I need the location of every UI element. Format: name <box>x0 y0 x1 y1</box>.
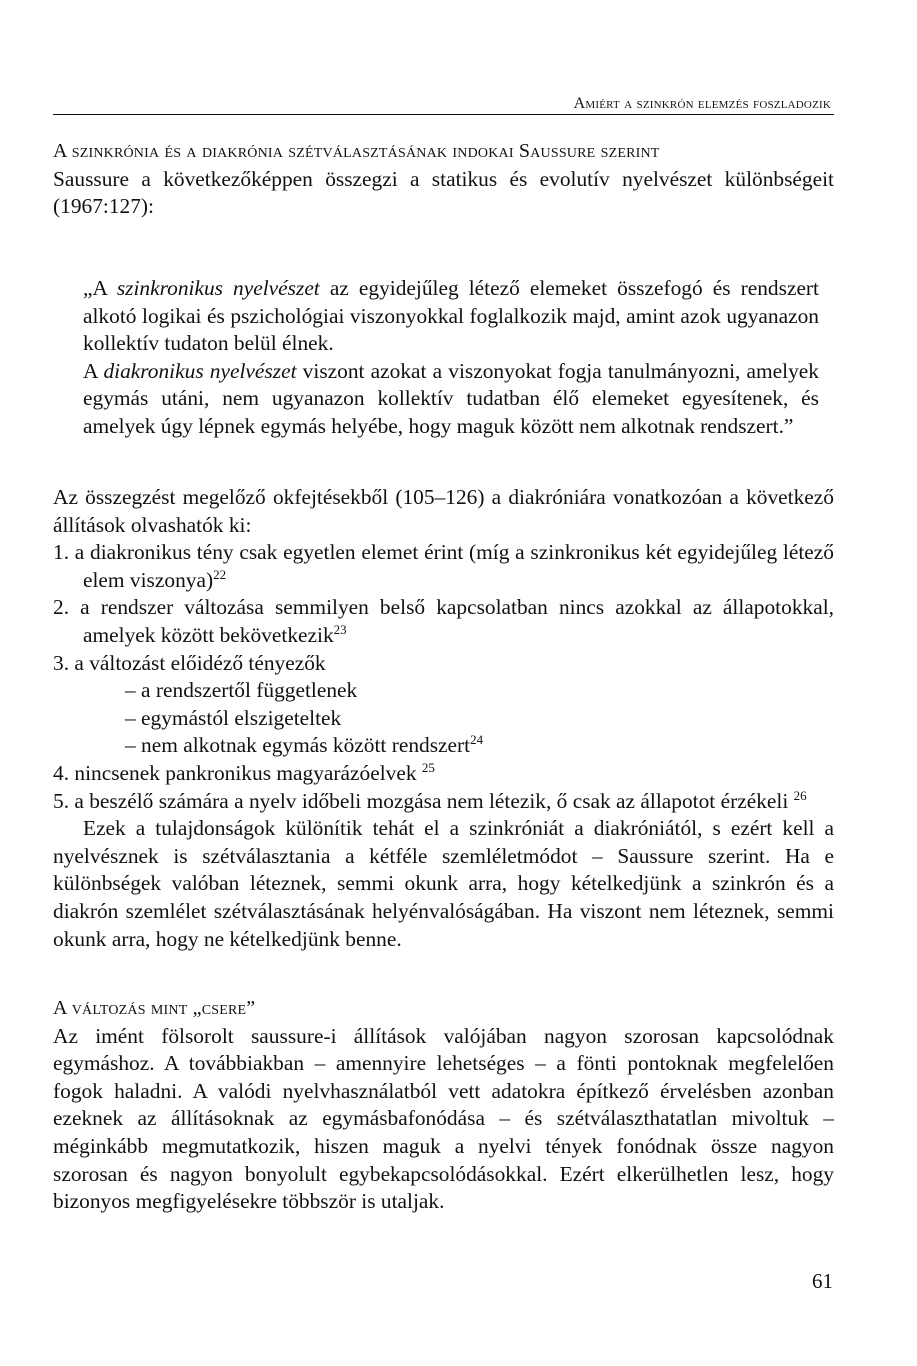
term-synchronic: szinkronikus nyelvészet <box>116 276 320 300</box>
list-subitem-1: – a rendszertől függetlenek <box>125 678 358 703</box>
term-diachronic: diakronikus nyelvészet <box>103 358 297 383</box>
list-item-4 <box>53 760 834 788</box>
quote-p2-text: viszont azokat a viszonyokat fogja tanulmányozni, amelyek egymás utáni, nem ugyanazon kollektív tudatban élő elemeket egyesítenek, és amelyek úgy lépnek egymás helyébe, hogy maguk között nem alkotnak rendszert.” <box>83 358 819 438</box>
list-subitem-2: – egymástól elszigeteltek <box>125 705 342 730</box>
section-1 <box>53 138 834 221</box>
summary-intro: Az összegzést megelőző okfejtésekből (105–126) a diakróniára vonatkozóan a következő állítások olvashatók ki: <box>53 485 834 537</box>
footnote-ref-23: 23 <box>333 621 347 637</box>
quote-paragraph-2 <box>83 358 819 441</box>
list-subitem-3-text: – nem alkotnak egymás között rendszert <box>125 733 471 758</box>
running-head: Amiért a szinkrón elemzés foszladozik <box>573 95 831 112</box>
section-heading-1: A szinkrónia és a diakrónia szétválasztásának indokai Saussure szerint <box>53 140 660 162</box>
quote-p1-text: az egyidejűleg létező elemeket összefogó és rendszert alkotó logikai és pszichológiai viszonyokkal foglalkozik majd, amint azok ugyanazon kollektív tudaton belül élnek. <box>83 276 820 356</box>
list-item-5-text: 5. a beszélő számára a nyelv időbeli mozgása nem létezik, ő csak az állapotot érzékeli <box>53 788 794 813</box>
quote-p2-start: A <box>83 358 104 383</box>
section-2 <box>53 995 834 1216</box>
quote-open: „A <box>83 276 117 300</box>
page-number: 61 <box>812 1269 833 1293</box>
footnote-ref-24: 24 <box>470 732 484 748</box>
list-item-4-text: 4. nincsenek pankronikus magyarázóelvek <box>53 760 422 785</box>
list-subitem-3 <box>53 732 834 760</box>
list-item-1 <box>53 539 834 594</box>
list-item-1-text: 1. a diakronikus tény csak egyetlen elemet érint (míg a szinkronikus két egyidejűleg létező elem viszonya) <box>53 540 834 592</box>
header-rule <box>53 114 834 115</box>
section-1-intro: Saussure a következőképpen összegzi a statikus és evolutív nyelvészet különbségeit (1967:127): <box>53 166 834 219</box>
section-2-body: Az imént fölsorolt saussure-i állítások valójában nagyon szorosan kapcsolódnak egymáshoz. A továbbiakban – amennyire lehetséges – a fönti pontoknak megfelelően fogok haladni. A valódi nyelvhasználatból vett adatokra építkező érvelésben azonban ezeknek az állításoknak az egymásbafonódása – és szétválaszthatatlan mivoltuk – méginkább megmutatkozik, hiszen maguk a nyelvi tények fonódnak össze nagyon szorosan és nagyon bonyolult egybekapcsolódásokkal. Ezért elkerülhetlen lesz, hogy bizonyos megfigyelésekre többször is utaljak. <box>53 1023 834 1214</box>
summary-section <box>53 484 834 953</box>
list-item-2-text: 2. a rendszer változása semmilyen belső kapcsolatban nincs azokkal az állapotokkal, amelyek között bekövetkezik <box>53 595 834 647</box>
list-item-3: 3. a változást előidéző tényezők <box>53 650 326 675</box>
footnote-ref-22: 22 <box>213 566 227 582</box>
footnote-ref-26: 26 <box>793 787 807 803</box>
list-item-2 <box>53 594 834 649</box>
summary-conclusion: Ezek a tulajdonságok különítik tehát el a szinkróniát a diakróniától, s ezért kell a nyelvésznek is szétválasztania a kétféle szemléletmódot – Saussure szerint. Ha e különbségek valóban léteznek, semmi okunk arra, hogy kételkedjünk a szinkrón és a diakrón szemlélet szétválasztásának helyénvalóságában. Ha viszont nem léteznek, semmi okunk arra, hogy ne kételkedjünk benne. <box>53 816 834 951</box>
list-item-5 <box>53 788 834 816</box>
section-heading-2: A változás mint „csere” <box>53 997 256 1019</box>
quote-paragraph-1 <box>83 275 819 358</box>
footnote-ref-25: 25 <box>421 759 435 775</box>
block-quote <box>83 275 819 441</box>
